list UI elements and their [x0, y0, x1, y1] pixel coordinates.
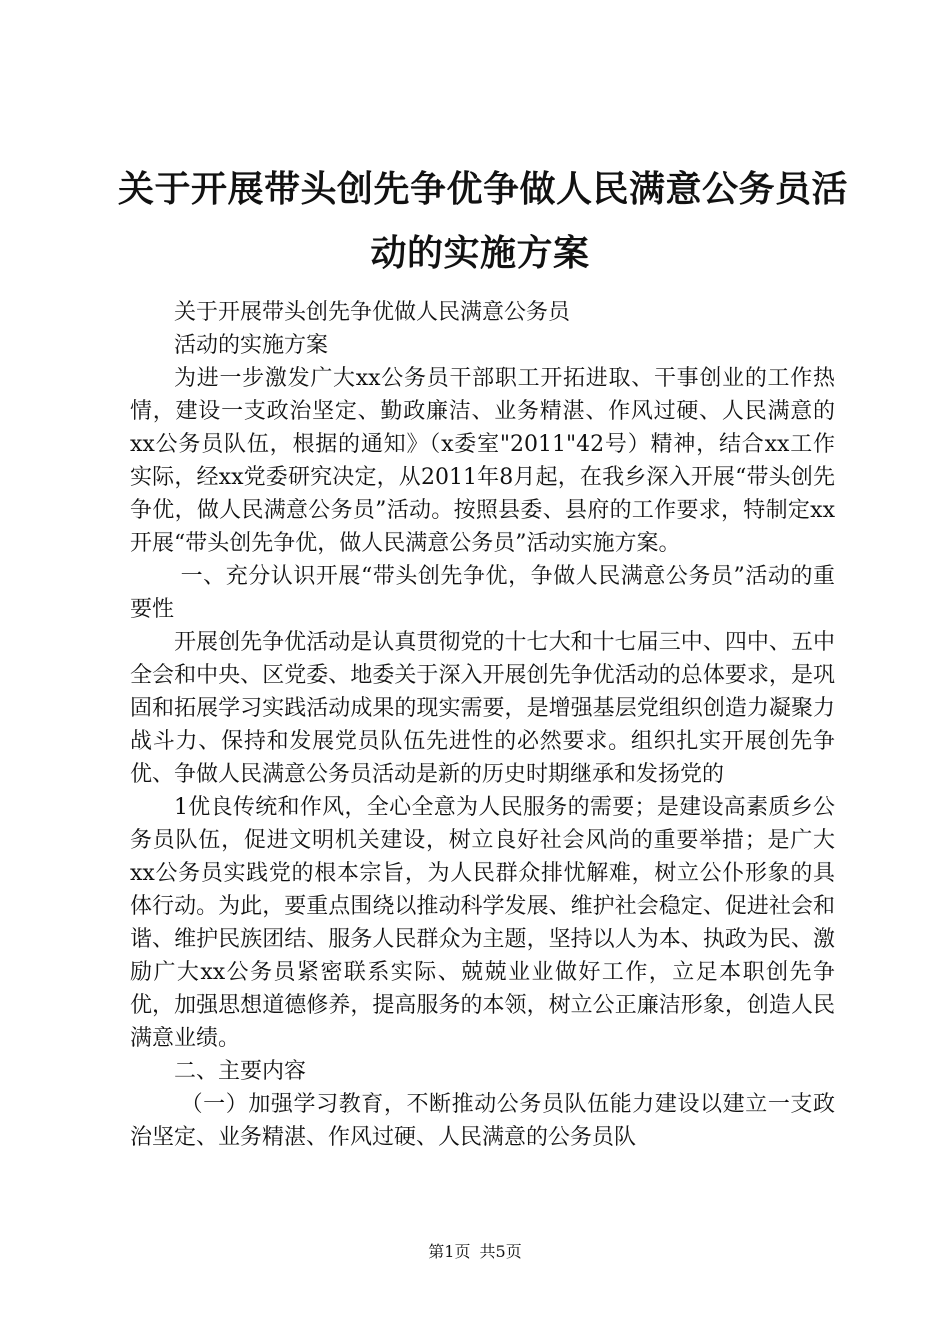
title-line-2: 动的实施方案 — [370, 233, 590, 274]
paragraph-tradition: 1优良传统和作风，全心全意为人民服务的需要；是建设高素质乡公务员队伍，促进文明机关建设，树立良好社会风尚的重要举措；是广大xx公务员实践党的根本宗旨，为人民群众排忧解难，树立公仆形象的具体行动。为此，要重点围绕以推动科学发展、维护社会稳定、促进社会和谐、维护民族团结、服务人民群众为主题，坚持以人为本、执政为民、激励广大xx公务员紧密联系实际、兢兢业业做好工作，立足本职创先争优，加强思想道德修养，提高服务的本领，树立公正廉洁形象，创造人民满意业绩。 — [130, 795, 835, 1051]
title-line-1: 关于开展带头创先争优争做人民满意公务员活 — [118, 169, 849, 210]
paragraph-intro: 为进一步激发广大xx公务员干部职工开拓进取、干事创业的工作热情，建设一支政治坚定、勤政廉洁、业务精湛、作风过硬、人民满意的xx公务员队伍，根据的通知》（x委室"2011"42号）精神，结合xx工作实际，经xx党委研究决定，从2011年8月起，在我乡深入开展“带头创先争优，做人民满意公务员”活动。按照县委、县府的工作要求，特制定xx开展“带头创先争优，做人民满意公务员”活动实施方案。 — [130, 366, 835, 556]
page-total: 共5页 — [479, 1242, 522, 1261]
document-title — [118, 158, 849, 286]
section-heading-2: 二、主要内容 — [174, 1059, 307, 1084]
subtitle-line-1: 关于开展带头创先争优做人民满意公务员 — [174, 300, 571, 325]
document-body — [130, 296, 835, 1154]
page-footer — [0, 1240, 950, 1264]
paragraph-significance: 开展创先争优活动是认真贯彻党的十七大和十七届三中、四中、五中全会和中央、区党委、地委关于深入开展创先争优活动的总体要求，是巩固和拓展学习实践活动成果的现实需要，是增强基层党组织创造力凝聚力战斗力、保持和发展党员队伍先进性的必然要求。组织扎实开展创先争优、争做人民满意公务员活动是新的历史时期继承和发扬党的 — [130, 630, 835, 787]
page-number: 第1页 — [428, 1242, 471, 1261]
paragraph-study: （一）加强学习教育，不断推动公务员队伍能力建设以建立一支政治坚定、业务精湛、作风过硬、人民满意的公务员队 — [130, 1092, 835, 1150]
subtitle-line-2: 活动的实施方案 — [174, 333, 329, 358]
section-heading-1: 一、充分认识开展“带头创先争优，争做人民满意公务员”活动的重要性 — [130, 564, 835, 622]
